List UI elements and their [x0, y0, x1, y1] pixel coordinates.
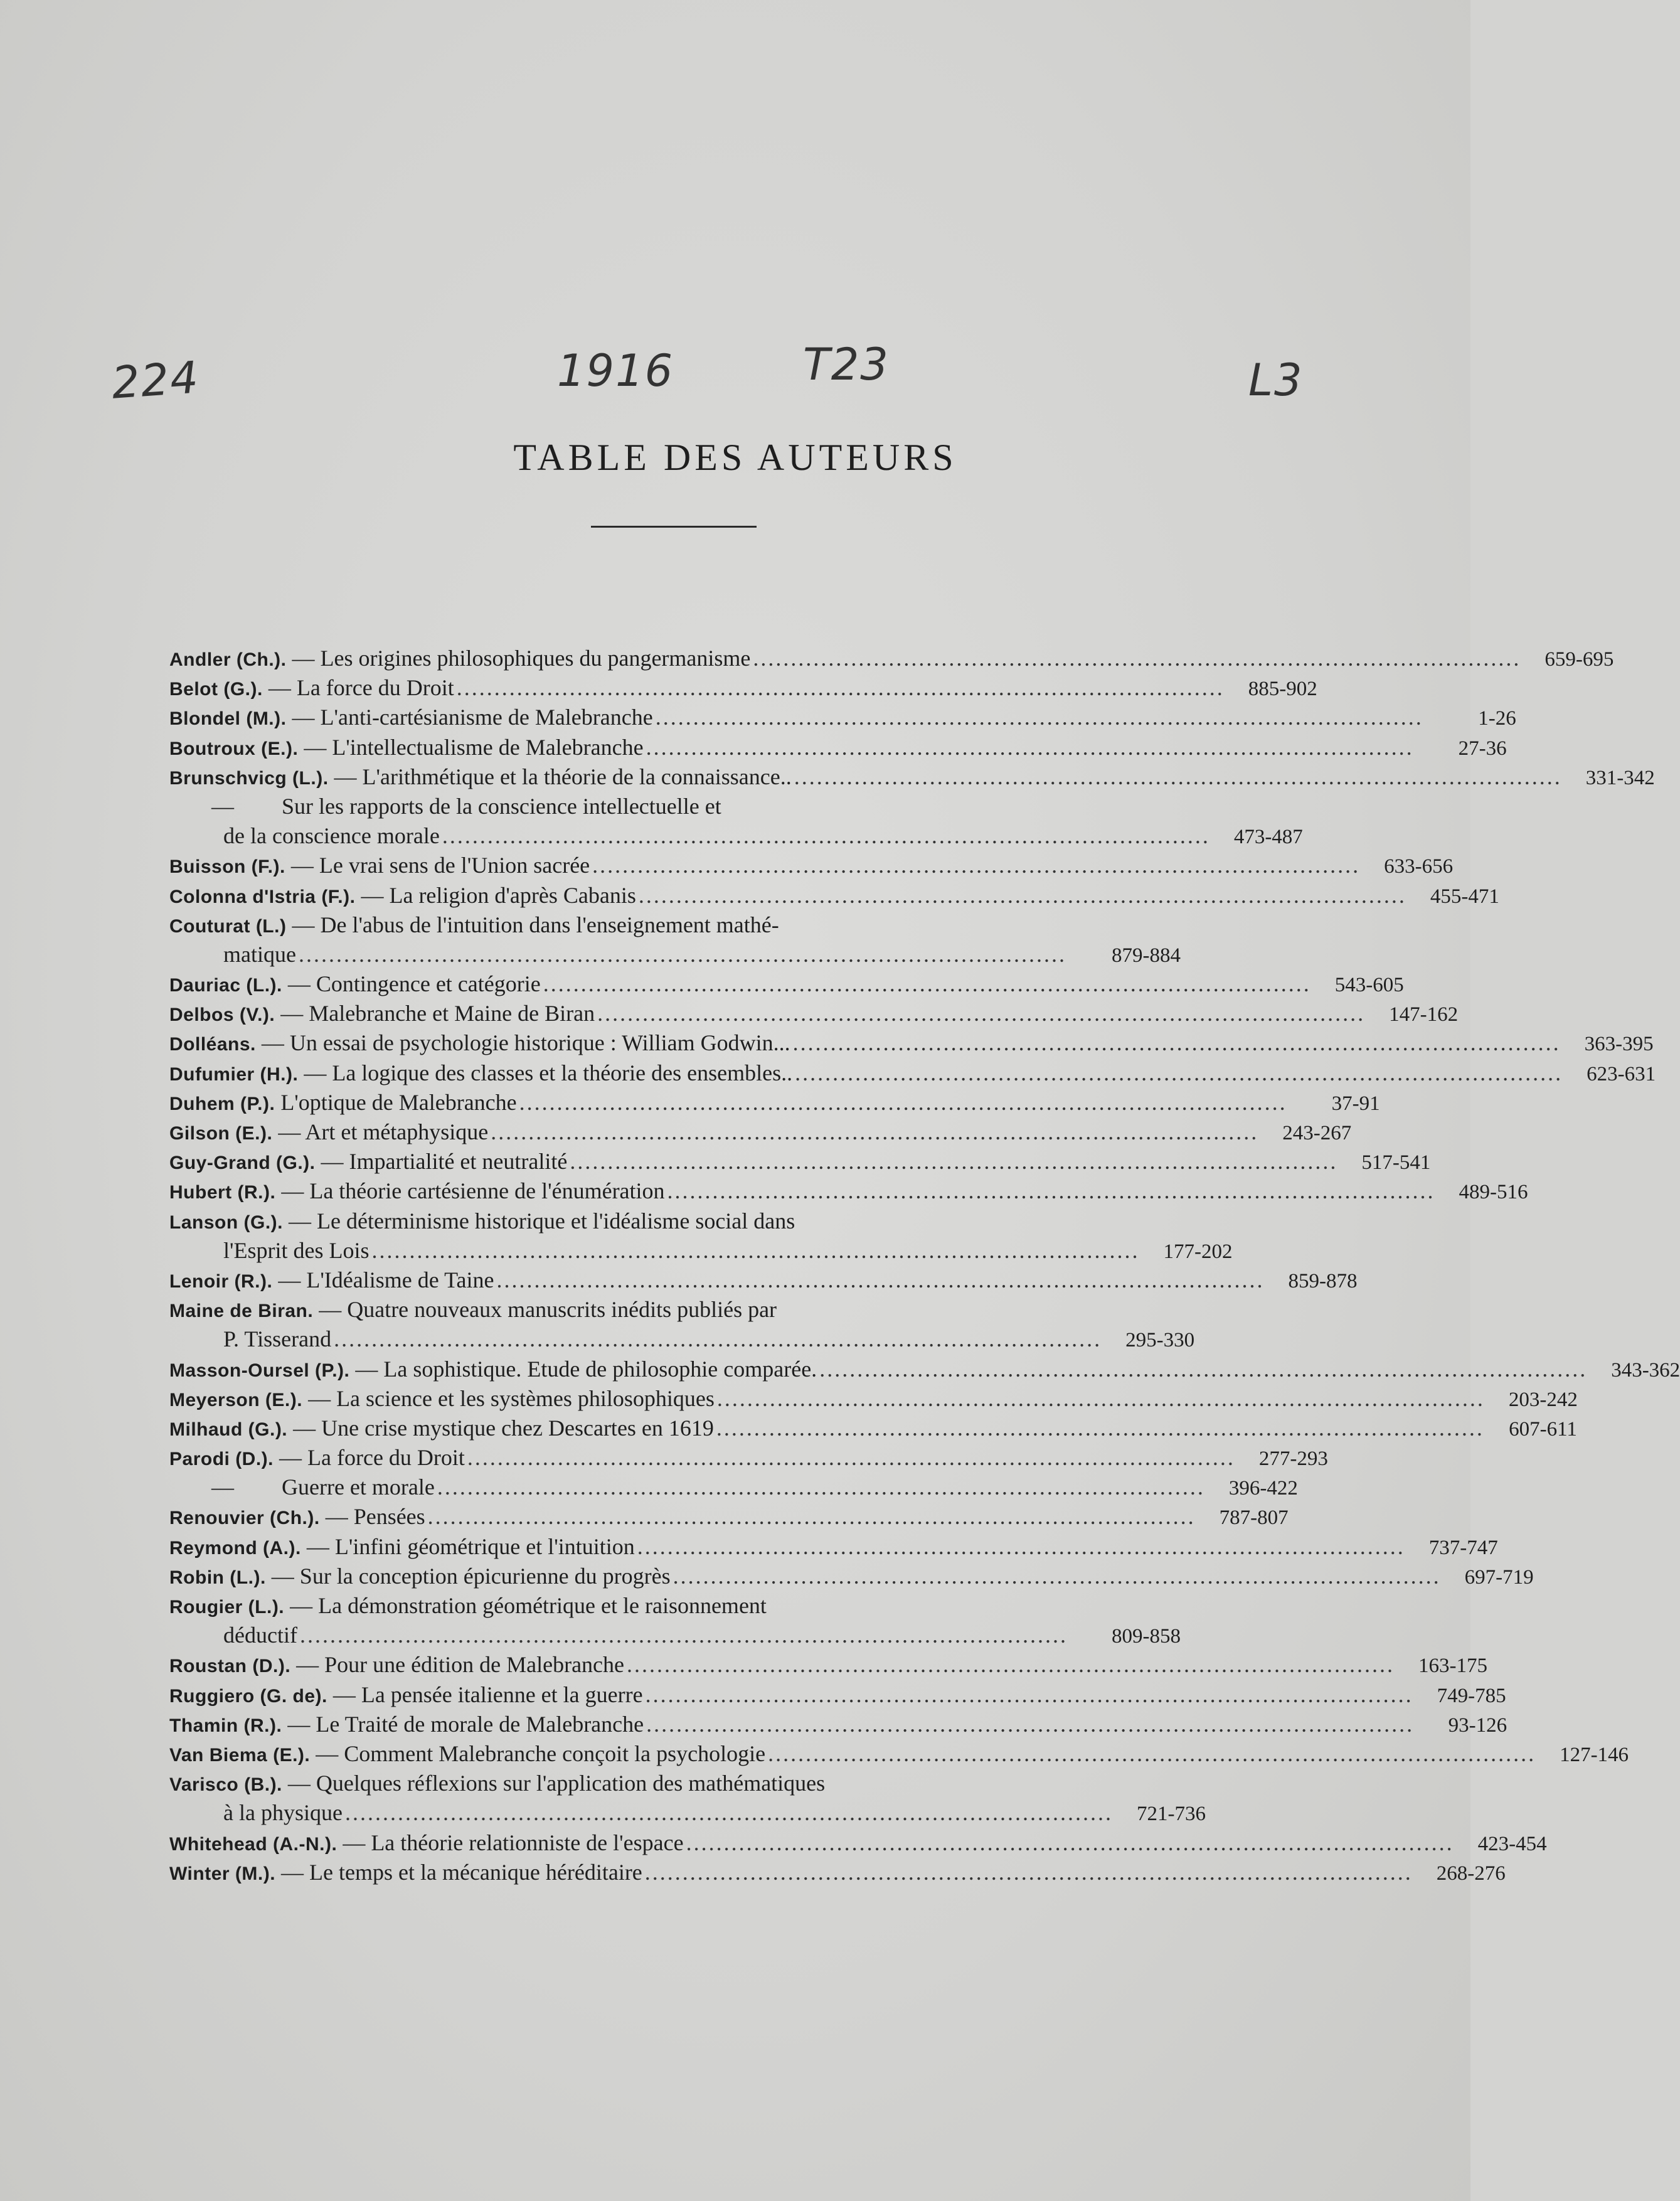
article-title: — La théorie relationniste de l'espace — [343, 1830, 684, 1855]
index-entry-row — [169, 762, 1655, 792]
article-title: — Quatre nouveaux manuscrits inédits publiés par — [319, 1297, 777, 1323]
page-range: 489-516 — [1459, 1181, 1528, 1204]
leader-dots — [437, 1473, 1201, 1502]
article-title: — Malebranche et Maine de Biran — [280, 1001, 595, 1026]
index-entry-row — [169, 1088, 1380, 1117]
index-entry-row — [169, 821, 1303, 851]
leader-dots — [717, 1384, 1481, 1414]
author-name: Whitehead (A.-N.). — [169, 1833, 338, 1855]
handwritten-note-center-2: T23 — [803, 339, 890, 390]
author-name: Andler (Ch.). — [169, 649, 287, 670]
index-entry-row — [169, 969, 1404, 999]
index-entry-row — [169, 1414, 1577, 1443]
index-entry-row — [169, 1443, 1328, 1473]
leader-dots — [716, 1414, 1481, 1443]
leader-dots — [371, 1236, 1135, 1266]
leader-dots — [656, 703, 1420, 732]
article-title: — La science et les systèmes philosophiques — [308, 1385, 715, 1411]
article-title: — Sur la conception épicurienne du progrès — [271, 1563, 671, 1589]
index-entry-row — [169, 910, 1181, 940]
article-title: — Le temps et la mécanique héréditaire — [281, 1859, 642, 1885]
page-range: 517-541 — [1361, 1151, 1431, 1175]
index-entry-row — [169, 1058, 1656, 1088]
page-range: 737-747 — [1428, 1536, 1498, 1559]
leader-dots — [442, 821, 1206, 851]
author-name: Roustan (D.). — [169, 1656, 291, 1677]
leader-dots — [467, 1443, 1231, 1473]
article-title: de la conscience morale — [223, 823, 440, 849]
author-name: Lanson (G.). — [169, 1212, 283, 1233]
index-entry-row — [169, 1591, 1181, 1621]
leader-dots — [819, 1355, 1583, 1384]
index-entry-row — [169, 733, 1507, 762]
leader-dots — [597, 999, 1361, 1028]
author-name: Duhem (P.). — [169, 1093, 275, 1114]
article-title: — Art et métaphysique — [278, 1119, 489, 1144]
page-range: 363-395 — [1584, 1033, 1654, 1056]
author-name: Gilson (E.). — [169, 1123, 273, 1144]
page-range: 243-267 — [1282, 1122, 1352, 1144]
page-range: 268-276 — [1436, 1862, 1506, 1885]
article-title: — La démonstration géométrique et le raisonnement — [290, 1593, 767, 1618]
index-entry-row — [169, 1176, 1528, 1206]
leader-dots — [667, 1176, 1432, 1206]
leader-dots — [646, 1710, 1410, 1739]
page-range: 455-471 — [1430, 885, 1499, 908]
page-range: 543-605 — [1334, 974, 1404, 997]
index-entry-row — [169, 1295, 1181, 1324]
article-title: Sur les rapports de la conscience intellectuelle et — [282, 793, 721, 819]
index-entry-row — [169, 1207, 1181, 1236]
index-entry-row — [169, 1324, 1195, 1354]
article-title: — Une crise mystique chez Descartes en 1619 — [293, 1415, 714, 1441]
page-range: 787-807 — [1219, 1506, 1289, 1530]
leader-dots — [794, 762, 1558, 792]
author-name: Dauriac (L.). — [169, 975, 282, 996]
index-entry-row — [169, 1355, 1680, 1384]
article-title: l'Esprit des Lois — [223, 1237, 369, 1263]
leader-dots — [627, 1650, 1391, 1680]
article-title: — La pensée italienne et la guerre — [332, 1681, 643, 1707]
article-title: — Pensées — [325, 1504, 425, 1530]
author-name: Rougier (L.). — [169, 1597, 285, 1617]
article-title: L'optique de Malebranche — [280, 1089, 517, 1115]
index-entry-row — [169, 1473, 1298, 1502]
leader-dots — [768, 1739, 1532, 1769]
page-range: 859-878 — [1288, 1269, 1358, 1292]
leader-dots — [673, 1562, 1437, 1591]
leader-dots — [299, 940, 1084, 969]
index-entry-row — [169, 1858, 1506, 1887]
page-range: 423-454 — [1477, 1832, 1547, 1855]
page-range: 127-146 — [1560, 1743, 1629, 1766]
article-title: P. Tisserand — [223, 1326, 332, 1352]
leader-dots — [646, 733, 1410, 762]
index-entry-row — [169, 673, 1317, 703]
author-name: Renouvier (Ch.). — [169, 1508, 320, 1529]
page-range: 697-719 — [1464, 1565, 1534, 1589]
author-index-list — [169, 644, 1680, 1887]
article-title: — L'arithmétique et la théorie de la connaissance.. — [334, 764, 792, 789]
leader-dots — [753, 644, 1517, 673]
article-title: — La force du Droit — [279, 1445, 465, 1471]
leader-dots — [686, 1828, 1450, 1858]
article-title: — Un essai de psychologie historique : William Godwin... — [261, 1030, 790, 1056]
leader-dots — [519, 1088, 1284, 1117]
author-name: Guy-Grand (G.). — [169, 1153, 316, 1174]
index-entry-row — [169, 1028, 1654, 1058]
leader-dots — [345, 1798, 1109, 1828]
author-name: Dufumier (H.). — [169, 1063, 299, 1085]
author-name: Dolléans. — [169, 1034, 256, 1055]
leader-dots — [570, 1147, 1334, 1176]
article-title: déductif — [223, 1623, 297, 1648]
index-entry-row — [169, 644, 1614, 673]
page-range: 295-330 — [1125, 1329, 1195, 1352]
index-entry-row — [169, 1621, 1181, 1650]
page-range: 27-36 — [1458, 737, 1507, 760]
handwritten-note-right: L3 — [1248, 354, 1304, 406]
article-title: à la physique — [223, 1800, 343, 1826]
index-entry-row — [169, 940, 1181, 969]
article-title: — Le Traité de morale de Malebranche — [287, 1711, 644, 1737]
article-title: — Le vrai sens de l'Union sacrée — [290, 853, 590, 878]
article-title: — Impartialité et neutralité — [321, 1149, 568, 1175]
leader-dots — [457, 673, 1221, 703]
index-entry-row — [169, 703, 1516, 732]
handwritten-note-left: 224 — [110, 351, 201, 409]
author-name: Brunschvicg (L.). — [169, 767, 329, 789]
article-title: — De l'abus de l'intuition dans l'enseignement mathé- — [292, 912, 779, 937]
author-name: Delbos (V.). — [169, 1005, 275, 1026]
index-entry-row — [169, 999, 1459, 1028]
leader-dots — [637, 1532, 1401, 1562]
page-range: 633-656 — [1384, 855, 1454, 878]
article-title: — La sophistique. Etude de philosophie comparée. — [355, 1356, 817, 1382]
leader-dots — [639, 881, 1403, 910]
ditto-dash: — — [211, 793, 234, 819]
index-entry-row — [169, 1828, 1547, 1858]
leader-dots — [543, 969, 1307, 999]
author-name: Ruggiero (G. de). — [169, 1685, 327, 1707]
page-range: 177-202 — [1163, 1240, 1233, 1263]
index-entry-row — [169, 1502, 1289, 1532]
article-title: — La religion d'après Cabanis — [361, 882, 636, 908]
page-range: 163-175 — [1418, 1655, 1487, 1678]
page-range: 659-695 — [1544, 648, 1614, 671]
index-entry-row — [169, 1798, 1206, 1828]
leader-dots — [300, 1621, 1084, 1650]
article-title: matique — [223, 941, 296, 967]
page-range: 203-242 — [1508, 1388, 1578, 1411]
index-entry-row — [169, 851, 1454, 880]
author-name: Reymond (A.). — [169, 1537, 301, 1559]
author-name: Couturat (L.) — [169, 915, 287, 937]
author-name: Winter (M.). — [169, 1863, 276, 1884]
article-title: — L'infini géométrique et l'intuition — [306, 1533, 635, 1559]
author-name: Robin (L.). — [169, 1567, 266, 1588]
index-entry-row — [169, 1236, 1233, 1266]
index-entry-row — [169, 792, 1181, 821]
title-divider — [591, 526, 757, 528]
author-name: Masson-Oursel (P.). — [169, 1360, 350, 1381]
author-name: Meyerson (E.). — [169, 1389, 303, 1410]
index-entry-row — [169, 1710, 1507, 1739]
article-title: Guerre et morale — [282, 1474, 435, 1500]
article-title: — La logique des classes et la théorie des ensembles.. — [304, 1060, 793, 1085]
index-entry-row — [169, 1266, 1358, 1295]
page-range: 1-26 — [1478, 707, 1516, 730]
article-title: — La force du Droit — [268, 675, 454, 701]
article-title: — Pour une édition de Malebranche — [296, 1652, 624, 1678]
index-entry-row — [169, 1117, 1352, 1147]
author-name: Varisco (B.). — [169, 1774, 282, 1796]
article-title: — L'Idéalisme de Taine — [278, 1267, 494, 1292]
index-entry-row — [169, 1739, 1629, 1769]
article-title: — L'anti-cartésianisme de Malebranche — [292, 705, 653, 730]
page-range: 879-884 — [1112, 944, 1181, 967]
leader-dots — [334, 1324, 1098, 1354]
author-name: Buisson (F.). — [169, 856, 285, 878]
leader-dots — [646, 1680, 1410, 1710]
article-title: — Le déterminisme historique et l'idéalisme social dans — [289, 1208, 795, 1234]
page-range: 885-902 — [1248, 678, 1317, 701]
ditto-dash: — — [211, 1474, 234, 1500]
index-entry-row — [169, 1384, 1578, 1414]
page-range: 623-631 — [1587, 1062, 1656, 1085]
page-title: TABLE DES AUTEURS — [513, 437, 957, 478]
page-range: 37-91 — [1331, 1092, 1380, 1115]
page-range: 343-362 — [1611, 1358, 1680, 1382]
author-name: Blondel (M.). — [169, 708, 287, 730]
author-name: Colonna d'Istria (F.). — [169, 886, 356, 907]
index-entry-row — [169, 881, 1499, 910]
handwritten-note-center-1: 1916 — [557, 345, 674, 397]
page-range: 473-487 — [1233, 826, 1303, 849]
article-title: — Comment Malebranche conçoit la psychologie — [316, 1740, 766, 1766]
leader-dots — [592, 851, 1356, 880]
page-range: 331-342 — [1585, 766, 1655, 789]
index-entry-row — [169, 1650, 1487, 1680]
page-range: 277-293 — [1258, 1447, 1328, 1471]
author-name: Hubert (R.). — [169, 1182, 276, 1203]
page-range: 721-736 — [1136, 1803, 1206, 1826]
leader-dots — [795, 1058, 1559, 1088]
article-title: — Quelques réflexions sur l'application des mathématiques — [287, 1771, 826, 1796]
page-range: 809-858 — [1112, 1625, 1181, 1648]
index-entry-row — [169, 1147, 1431, 1176]
author-name: Parodi (D.). — [169, 1449, 274, 1470]
author-name: Thamin (R.). — [169, 1715, 282, 1736]
leader-dots — [793, 1028, 1557, 1058]
page-range: 93-126 — [1448, 1713, 1507, 1737]
author-name: Belot (G.). — [169, 679, 263, 700]
author-name: Maine de Biran. — [169, 1301, 314, 1322]
leader-dots — [491, 1117, 1255, 1147]
index-entry-row — [169, 1680, 1506, 1710]
leader-dots — [497, 1266, 1261, 1295]
leader-dots — [645, 1858, 1409, 1887]
author-name: Van Biema (E.). — [169, 1744, 311, 1766]
article-title: — La théorie cartésienne de l'énumération — [281, 1178, 665, 1204]
page-range: 607-611 — [1509, 1417, 1577, 1441]
index-entry-row — [169, 1562, 1534, 1591]
author-name: Boutroux (E.). — [169, 738, 299, 759]
author-name: Lenoir (R.). — [169, 1271, 273, 1292]
index-entry-row — [169, 1532, 1498, 1562]
page-range: 396-422 — [1228, 1477, 1298, 1500]
page-range: 749-785 — [1437, 1684, 1506, 1707]
leader-dots — [428, 1502, 1192, 1532]
index-entry-row — [169, 1769, 1181, 1798]
author-name: Milhaud (G.). — [169, 1419, 288, 1440]
article-title: — Les origines philosophiques du pangermanisme — [292, 646, 751, 671]
page-range: 147-162 — [1389, 1003, 1459, 1026]
article-title: — L'intellectualisme de Malebranche — [304, 734, 644, 760]
article-title: — Contingence et catégorie — [287, 971, 541, 997]
